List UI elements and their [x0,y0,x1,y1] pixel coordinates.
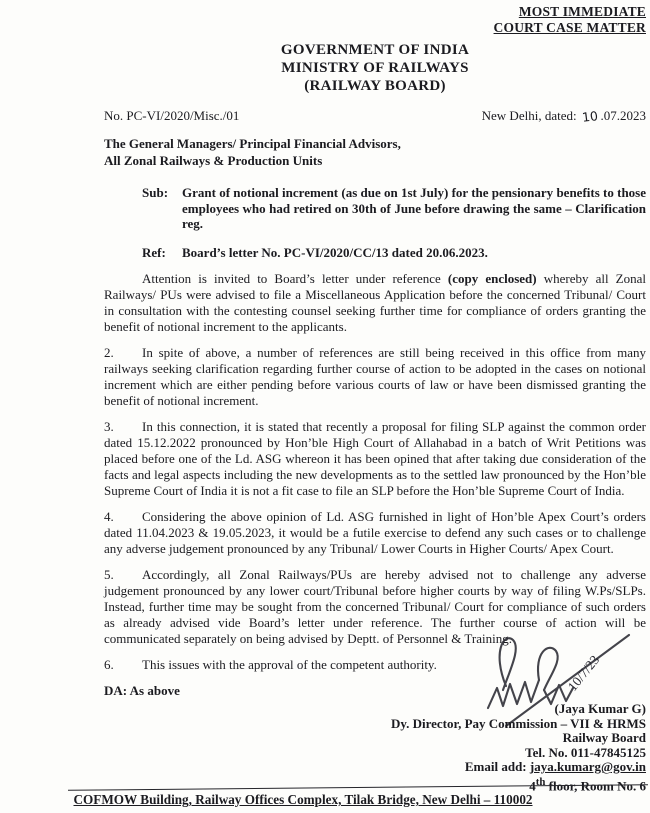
paragraph-6-text: This issues with the approval of the competent authority. [142,657,437,673]
paragraph-3 [104,419,646,499]
enclosure-note: DA: As above [104,683,180,698]
email-label: Email add: [464,759,530,775]
date-month-year: .07.2023 [600,108,646,123]
signatory-email-line [391,760,646,775]
email-address: jaya.kumarg@gov.in [529,759,646,775]
stamp-court-case-matter: COURT CASE MATTER [493,20,646,35]
signatory-name: (Jaya Kumar G) [554,701,646,716]
signatory-block [391,702,646,794]
letterhead-ministry: MINISTRY OF RAILWAYS [281,60,469,76]
signatory-telephone: Tel. No. 011-47845125 [525,744,646,760]
subject-text: Grant of notional increment (as due on 1st July) for the pensionary benefits to those employees who had retired on 30th of June before drawing the same – Clarification reg. [182,185,646,232]
signature-date-note: 10/7/23 [564,652,603,694]
file-number: No. PC-VI/2020/Misc./01 [104,108,240,123]
paragraph-3-text: In this connection, it is stated that recently a proposal for filing SLP against the common order dated 15.12.2022 pronounced by Hon’ble High Court of Allahabad in a batch of Writ Petitions was placed before one of the Ld. ASG whereon it has been opined that after taking due consideration of the facts and legal aspects including the new developments as to the settled law pronounced by the Hon’ble Supreme Court of India it is not a fit case to file an SLP before the Hon’ble Supreme Court of India. [104,419,646,499]
reference-label: Ref: [142,244,166,260]
paragraph-1-pre: Attention is invited to Board’s letter under reference [142,271,448,287]
letterhead-government: GOVERNMENT OF INDIA [280,42,470,58]
handwritten-date-day: 10 [580,108,599,125]
reference-row [104,245,646,261]
addressee-line-2: All Zonal Railways & Production Units [104,152,323,168]
date-label: New Delhi, dated: [481,108,577,123]
paragraph-3-number: 3. [104,419,114,435]
addressee-line-1: The General Managers/ Principal Financial Advisors, [104,136,401,151]
signatory-office: Railway Board [562,730,646,746]
paragraph-1-post: whereby all Zonal Railways/ PUs were advised to file a Miscellaneous Application before the concerned Tribunal/ Court in consultation with the contesting counsel seeking further time for compliance of orders granting the benefit of notional increment to the applicants. [104,271,646,335]
paragraph-1 [104,271,646,335]
paragraph-4-number: 4. [104,509,114,525]
paragraph-2-text: In spite of above, a number of references are still being received in this office from many railways seeking clarification regarding further course of action to be adopted in the cases on notional increment which are either pending before various courts of law or have been dismissed granting the benefit of notional increment. [104,345,646,409]
meta-row [104,108,646,124]
stamp-most-immediate: MOST IMMEDIATE [518,4,646,19]
paragraph-4-text: Considering the above opinion of Ld. ASG furnished in light of Hon’ble Apex Court’s orders dated 11.04.2023 & 19.05.2023, it would be a futile exercise to defend any such cases or to challenge any adverse judgement pronounced by any Tribunal/ Lower Courts in Higher Courts/ Apex Court. [104,509,646,557]
priority-stamp [104,4,646,36]
signatory-designation: Dy. Director, Pay Commission – VII & HRMS [390,715,646,731]
paragraph-2-number: 2. [104,345,114,361]
paragraph-5-text: Accordingly, all Zonal Railways/PUs are hereby advised not to challenge any adverse judgement pronounced by any lower court/Tribunal before higher courts by way of filing W.Ps/SLPs. Instead, further time may be sought from the concerned Tribunal/ Court for compliance of such orders as already advised vide Board’s letter under reference. The further course of action will be communicated separately on being advised by Deptt. of Personnel & Training. [104,567,646,647]
date-line [482,108,646,124]
paragraph-6-number: 6. [104,657,114,673]
addressee-block [104,136,646,169]
paragraph-5-number: 5. [104,567,114,583]
paragraph-2 [104,345,646,409]
letterhead-board: (RAILWAY BOARD) [304,78,446,94]
footer-address: COFMOW Building, Railway Offices Complex, Tilak Bridge, New Delhi – 110002 [73,792,533,807]
room-floor-ordinal: th [535,775,546,788]
room-floor-number: 4 [529,778,536,794]
paragraph-4 [104,509,646,557]
room-number-text: floor, Room No. 6 [545,778,646,794]
reference-text: Board’s letter No. PC-VI/2020/CC/13 dated 20.06.2023. [182,244,488,260]
letterhead [104,41,646,95]
subject-row [104,185,646,232]
subject-label: Sub: [142,185,169,200]
paragraph-1-bold: (copy enclosed) [447,271,537,287]
